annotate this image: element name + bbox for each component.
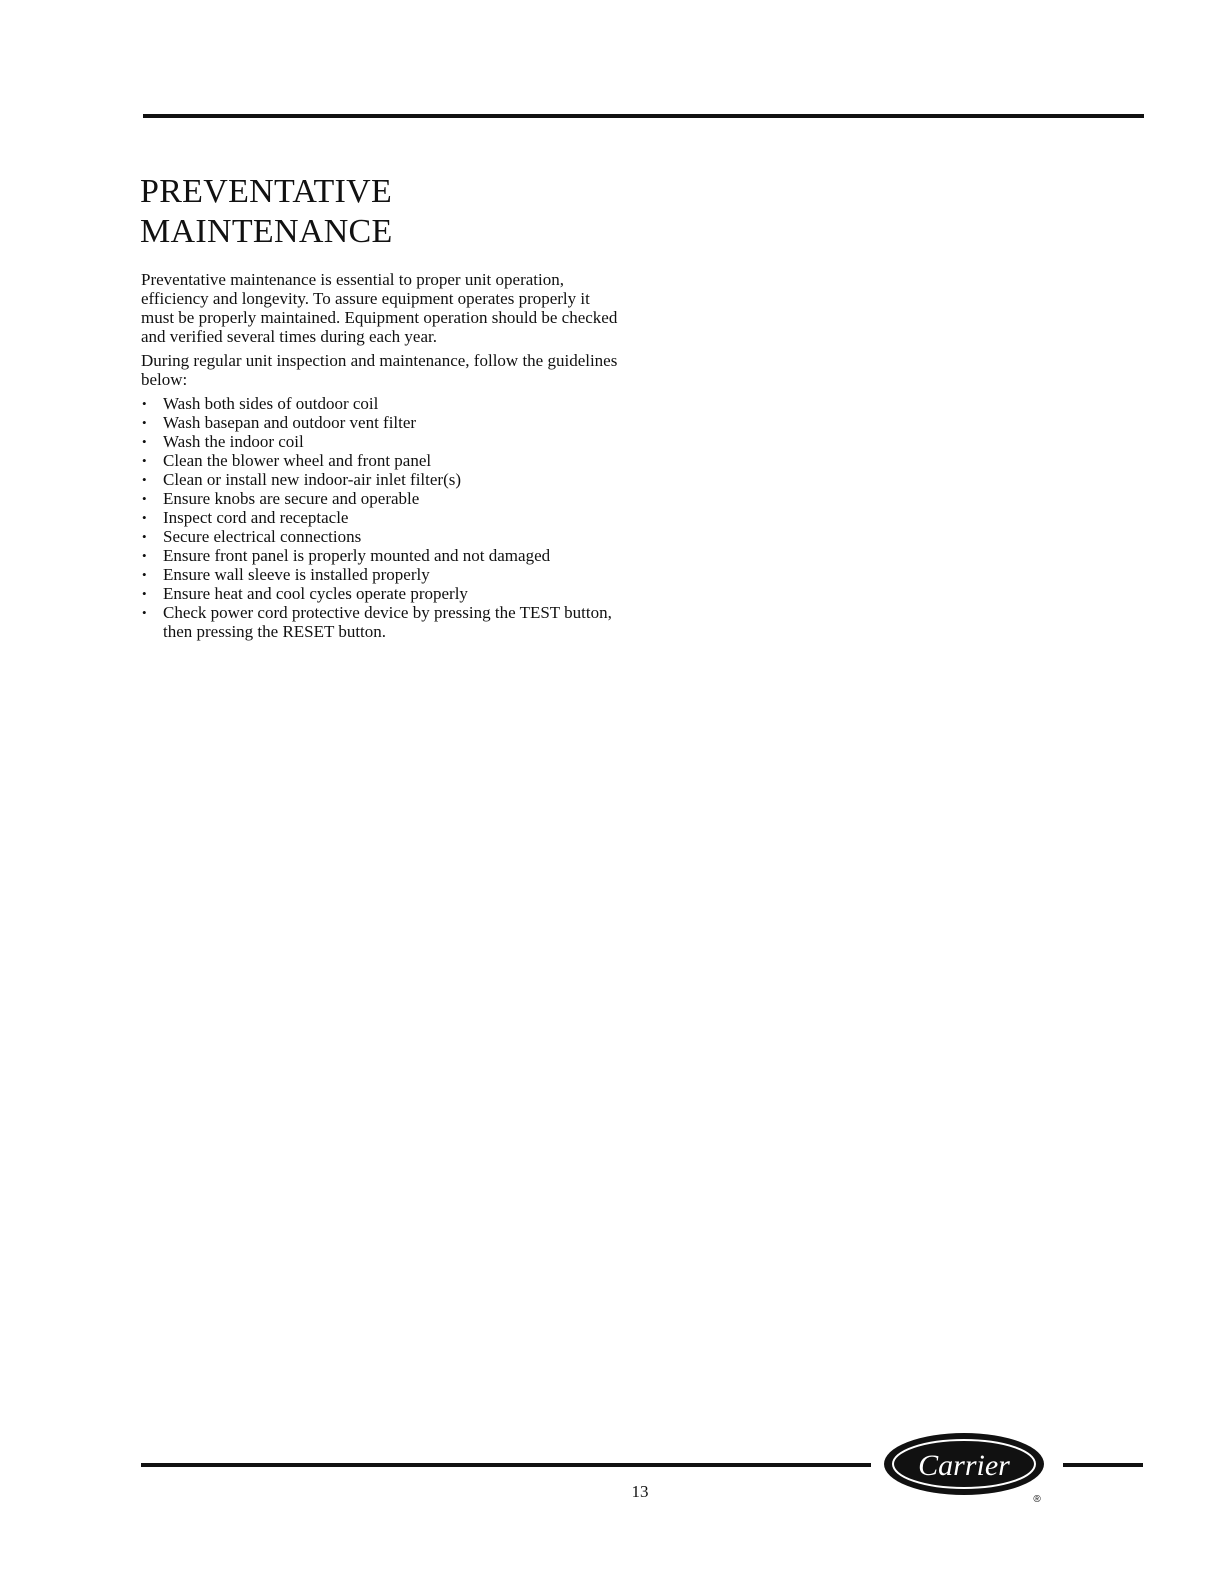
list-item-text: Inspect cord and receptacle bbox=[163, 508, 349, 527]
list-item bbox=[141, 432, 621, 451]
list-item bbox=[141, 527, 621, 546]
page-title bbox=[140, 172, 393, 252]
list-item bbox=[141, 508, 621, 527]
registered-mark: ® bbox=[1033, 1494, 1041, 1505]
guidelines-intro-paragraph: During regular unit inspection and maintenance, follow the guidelines below: bbox=[141, 351, 618, 389]
list-item-text: Check power cord protective device by pressing the TEST button, then pressing the RESET button. bbox=[163, 603, 612, 641]
list-item-text: Clean or install new indoor-air inlet filter(s) bbox=[163, 470, 462, 489]
list-item bbox=[141, 584, 621, 603]
bullet-icon: • bbox=[142, 586, 147, 601]
list-item bbox=[141, 565, 621, 584]
bullet-icon: • bbox=[142, 491, 147, 506]
list-item-text: Wash the indoor coil bbox=[163, 432, 304, 451]
carrier-logo bbox=[880, 1430, 1055, 1505]
bullet-icon: • bbox=[142, 453, 147, 468]
bullet-icon: • bbox=[142, 567, 147, 582]
list-item bbox=[141, 451, 621, 470]
list-item-text: Wash basepan and outdoor vent filter bbox=[163, 413, 417, 432]
bottom-divider-right bbox=[1063, 1463, 1143, 1467]
list-item-text: Secure electrical connections bbox=[163, 527, 362, 546]
logo-text: Carrier bbox=[918, 1449, 1010, 1482]
bullet-icon: • bbox=[142, 415, 147, 430]
list-item bbox=[141, 470, 621, 489]
list-item bbox=[141, 603, 621, 641]
list-item bbox=[141, 394, 621, 413]
list-item-text: Ensure heat and cool cycles operate properly bbox=[163, 584, 468, 603]
bullet-icon: • bbox=[142, 605, 147, 620]
bullet-icon: • bbox=[142, 472, 147, 487]
main-content bbox=[141, 270, 621, 641]
intro-paragraph: Preventative maintenance is essential to proper unit operation, efficiency and longevity. To assure equipment operates properly it must be properly maintained. Equipment operation should be checked and verified several times during each year. bbox=[141, 270, 618, 346]
bullet-icon: • bbox=[142, 434, 147, 449]
list-item bbox=[141, 546, 621, 565]
list-item-text: Ensure front panel is properly mounted and not damaged bbox=[163, 546, 551, 565]
bullet-icon: • bbox=[142, 396, 147, 411]
list-item-text: Ensure wall sleeve is installed properly bbox=[163, 565, 430, 584]
page-title-line-1: PREVENTATIVE bbox=[140, 173, 393, 210]
bottom-divider-left bbox=[141, 1463, 871, 1467]
bullet-icon: • bbox=[142, 548, 147, 563]
list-item bbox=[141, 413, 621, 432]
list-item-text: Ensure knobs are secure and operable bbox=[163, 489, 420, 508]
list-item-text: Clean the blower wheel and front panel bbox=[163, 451, 432, 470]
guidelines-list bbox=[141, 394, 621, 641]
page-number: 13 bbox=[631, 1482, 649, 1501]
page-title-line-2: MAINTENANCE bbox=[140, 213, 393, 250]
list-item-text: Wash both sides of outdoor coil bbox=[163, 394, 379, 413]
top-divider bbox=[143, 114, 1144, 118]
list-item bbox=[141, 489, 621, 508]
bullet-icon: • bbox=[142, 529, 147, 544]
bullet-icon: • bbox=[142, 510, 147, 525]
